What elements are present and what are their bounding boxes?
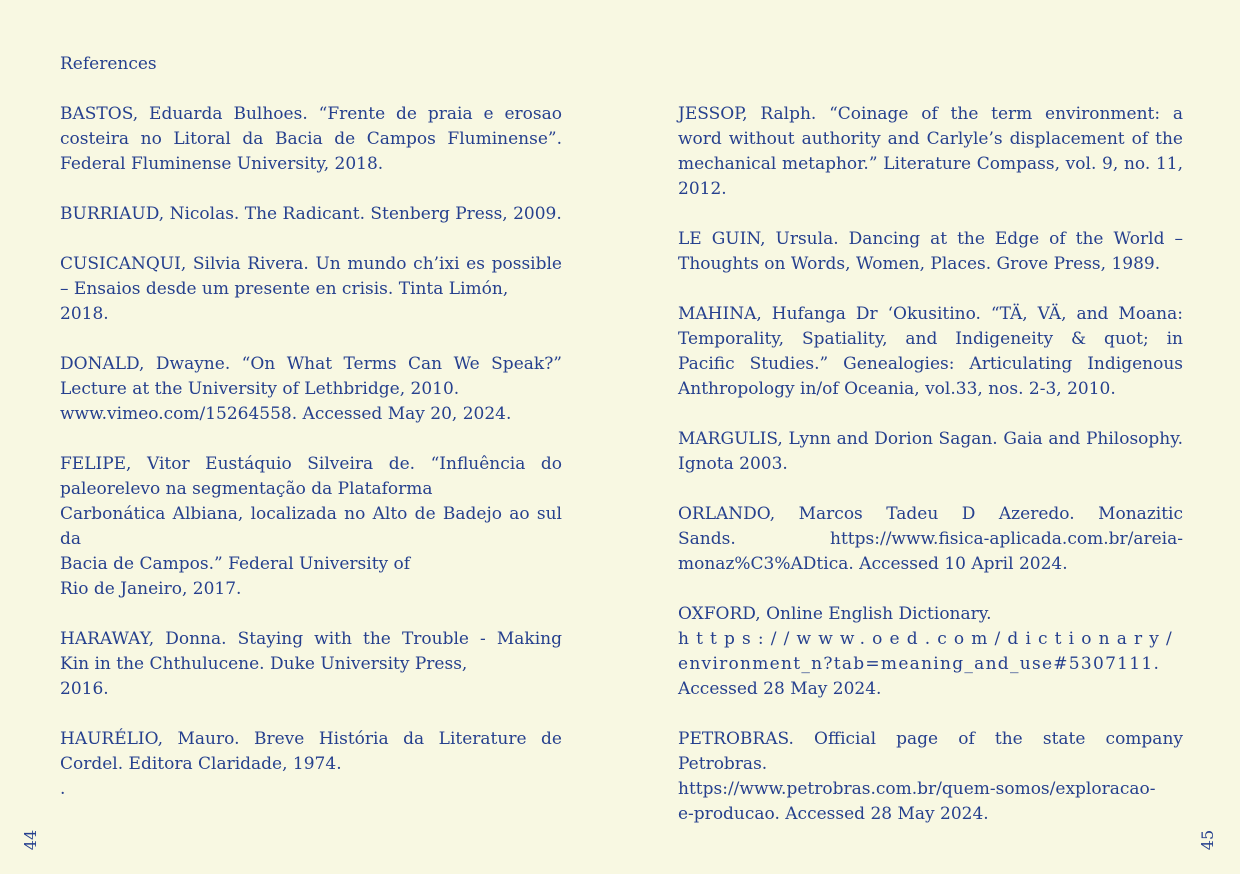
reference-line: – Ensaios desde um presente en crisis. Tinta Limón, 2018. (60, 279, 509, 324)
reference-line: costeira no Litoral da Bacia de Campos Fluminense”. (60, 129, 562, 149)
reference-line: 2012. (678, 179, 727, 199)
reference-entry (678, 427, 1183, 477)
reference-line: HAURÉLIO, Mauro. Breve História da Literature de (60, 729, 562, 749)
reference-entry (678, 502, 1183, 577)
reference-entry (678, 227, 1183, 277)
reference-entry (678, 727, 1183, 827)
reference-line: e-producao. Accessed 28 May 2024. (678, 804, 989, 824)
reference-entry (60, 252, 562, 327)
page-number-left: 44 (21, 829, 40, 851)
reference-line: OXFORD, Online English Dictionary. (678, 604, 992, 624)
reference-line: JESSOP, Ralph. “Coinage of the term environment: a (678, 104, 1183, 124)
reference-entry (60, 102, 562, 177)
left-page-column (60, 52, 562, 802)
reference-line: LE GUIN, Ursula. Dancing at the Edge of the World – (678, 229, 1183, 249)
page-number-right: 45 (1198, 829, 1217, 851)
reference-line: Bacia de Campos.” Federal University of (60, 554, 411, 574)
reference-line: MAHINA, Hufanga Dr ‘Okusitino. “TÄ, VÄ, and Moana: (678, 304, 1183, 324)
reference-line: FELIPE, Vitor Eustáquio Silveira de. “Influência do (60, 454, 562, 474)
reference-line: monaz%C3%ADtica. Accessed 10 April 2024. (678, 554, 1068, 574)
reference-line: Pacific Studies.” Genealogies: Articulating Indigenous (678, 354, 1183, 374)
reference-line: Federal Fluminense University, 2018. (60, 154, 384, 174)
reference-entry (60, 727, 562, 802)
reference-entry (678, 602, 1183, 702)
reference-line: Rio de Janeiro, 2017. (60, 579, 242, 599)
reference-line: Sands. https://www.fisica-aplicada.com.br/areia- (678, 529, 1183, 549)
reference-line: . (60, 779, 66, 799)
reference-line: www.vimeo.com/15264558. Accessed May 20, 2024. (60, 404, 512, 424)
reference-line: BURRIAUD, Nicolas. The Radicant. Stenberg Press, 2009. (60, 204, 562, 224)
right-page-column (678, 102, 1183, 827)
reference-entry (60, 627, 562, 702)
reference-line: environment_n?tab=meaning_and_use#5307111. (678, 654, 1161, 674)
reference-line: BASTOS, Eduarda Bulhoes. “Frente de praia e erosao (60, 104, 562, 124)
reference-line: https://www.petrobras.com.br/quem-somos/exploracao- (678, 779, 1156, 799)
reference-entry (678, 302, 1183, 402)
reference-line: DONALD, Dwayne. “On What Terms Can We Speak?” (60, 354, 562, 374)
reference-line: ORLANDO, Marcos Tadeu D Azeredo. Monazitic (678, 504, 1183, 524)
reference-line: Kin in the Chthulucene. Duke University Press, (60, 654, 468, 674)
reference-line: Ignota 2003. (678, 454, 788, 474)
references-heading: References (60, 54, 157, 74)
reference-line: PETROBRAS. Official page of the state company Petrobras. (678, 729, 1183, 774)
reference-line: word without authority and Carlyle’s displacement of the (678, 129, 1183, 149)
reference-line: Temporality, Spatiality, and Indigeneity & quot; in (678, 329, 1183, 349)
reference-line: HARAWAY, Donna. Staying with the Trouble - Making (60, 629, 562, 649)
reference-line: Thoughts on Words, Women, Places. Grove Press, 1989. (678, 254, 1161, 274)
reference-line: paleorelevo na segmentação da Plataforma (60, 479, 433, 499)
reference-line: CUSICANQUI, Silvia Rivera. Un mundo ch’ixi es possible (60, 254, 562, 274)
reference-line: Cordel. Editora Claridade, 1974. (60, 754, 342, 774)
reference-line: Carbonática Albiana, localizada no Alto de Badejo ao sul da (60, 504, 562, 549)
reference-line: Anthropology in/of Oceania, vol.33, nos. 2-3, 2010. (678, 379, 1116, 399)
reference-line: Lecture at the University of Lethbridge, 2010. (60, 379, 460, 399)
reference-line: Accessed 28 May 2024. (678, 679, 882, 699)
reference-line: MARGULIS, Lynn and Dorion Sagan. Gaia and Philosophy. (678, 429, 1183, 449)
reference-entry (60, 202, 562, 227)
reference-entry (60, 452, 562, 602)
reference-line: 2016. (60, 679, 109, 699)
reference-line: https://www.oed.com/dictionary/ (678, 629, 1179, 649)
reference-entry (60, 352, 562, 427)
reference-entry (678, 102, 1183, 202)
reference-line: mechanical metaphor.” Literature Compass, vol. 9, no. 11, (678, 154, 1183, 174)
